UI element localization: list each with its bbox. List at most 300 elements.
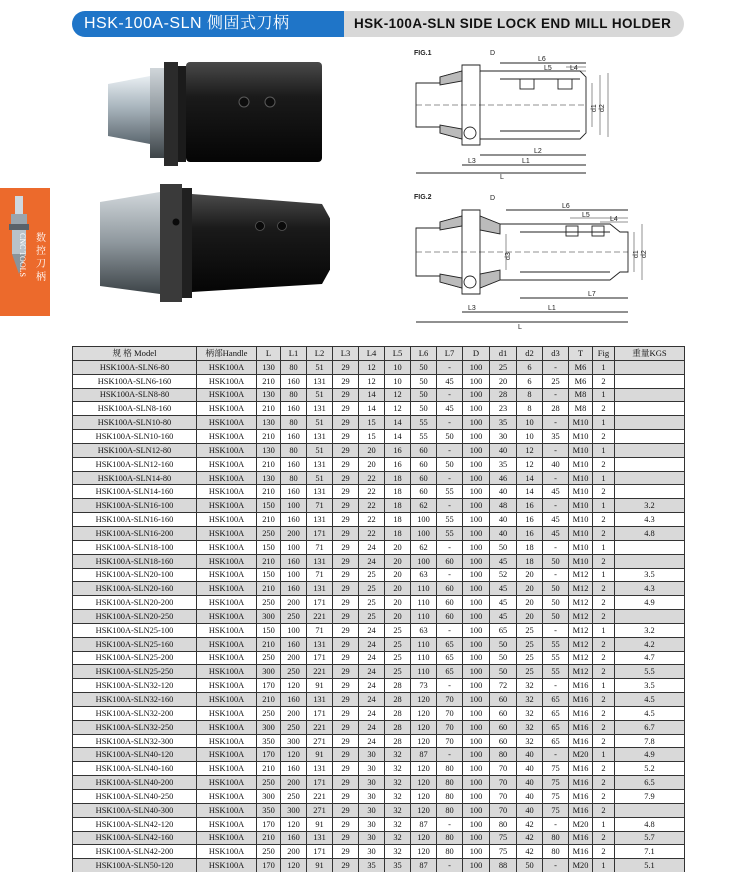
table-cell: 100 [463, 554, 490, 568]
table-cell: 110 [411, 651, 437, 665]
table-cell: 32 [517, 734, 543, 748]
column-header: L6 [411, 347, 437, 361]
svg-text:d3: d3 [505, 252, 512, 260]
table-cell: 29 [333, 610, 359, 624]
table-cell: 29 [333, 582, 359, 596]
table-cell: 3.2 [615, 499, 685, 513]
table-cell: 14 [359, 402, 385, 416]
table-cell: 5.2 [615, 762, 685, 776]
table-cell: 32 [385, 845, 411, 859]
table-cell: 100 [463, 748, 490, 762]
table-cell: 60 [437, 610, 463, 624]
table-cell: 91 [307, 817, 333, 831]
table-cell: 30 [359, 831, 385, 845]
table-cell: 35 [385, 859, 411, 872]
table-cell: 170 [257, 859, 281, 872]
table-cell: HSK100A [197, 485, 257, 499]
table-cell: 4.3 [615, 582, 685, 596]
table-cell: M12 [569, 637, 593, 651]
table-cell: - [543, 416, 569, 430]
table-cell: 120 [411, 762, 437, 776]
table-cell: 200 [281, 651, 307, 665]
table-cell: M12 [569, 596, 593, 610]
table-cell: 2 [593, 457, 615, 471]
table-cell: 20 [517, 610, 543, 624]
table-cell: HSK100A-SLN10-80 [73, 416, 197, 430]
table-cell: 300 [257, 720, 281, 734]
table-row [73, 499, 685, 513]
table-cell: 60 [437, 596, 463, 610]
table-cell: 221 [307, 665, 333, 679]
table-cell: 12 [517, 443, 543, 457]
table-cell: 6.5 [615, 776, 685, 790]
table-cell: 29 [333, 762, 359, 776]
table-cell: 100 [463, 582, 490, 596]
table-header-row [73, 347, 685, 361]
svg-text:d2: d2 [641, 250, 648, 258]
table-cell: 25 [490, 360, 517, 374]
table-row [73, 776, 685, 790]
table-cell: M20 [569, 859, 593, 872]
table-cell: 100 [281, 568, 307, 582]
table-cell: HSK100A [197, 596, 257, 610]
table-cell: 60 [411, 485, 437, 499]
table-cell: 160 [281, 693, 307, 707]
table-cell: 80 [437, 762, 463, 776]
table-cell: 12 [359, 374, 385, 388]
table-cell: 29 [333, 596, 359, 610]
table-cell: 80 [281, 388, 307, 402]
table-cell: HSK100A [197, 762, 257, 776]
table-cell: 75 [490, 845, 517, 859]
table-body [73, 360, 685, 872]
table-cell: 271 [307, 734, 333, 748]
table-cell: 50 [490, 651, 517, 665]
table-cell: 271 [307, 803, 333, 817]
table-cell: HSK100A-SLN25-200 [73, 651, 197, 665]
table-cell: 63 [411, 623, 437, 637]
table-cell: 87 [411, 817, 437, 831]
spec-table [72, 346, 685, 872]
table-row [73, 526, 685, 540]
table-cell: 24 [359, 734, 385, 748]
table-cell: HSK100A-SLN40-160 [73, 762, 197, 776]
table-cell: 25 [359, 610, 385, 624]
table-cell: 70 [437, 720, 463, 734]
table-cell: 50 [411, 360, 437, 374]
table-cell: 29 [333, 720, 359, 734]
table-cell: 160 [281, 554, 307, 568]
table-cell: 4.3 [615, 513, 685, 527]
table-cell: 60 [437, 582, 463, 596]
table-cell: 120 [411, 776, 437, 790]
table-cell: 55 [411, 430, 437, 444]
table-cell: 150 [257, 623, 281, 637]
table-cell: 30 [359, 845, 385, 859]
table-cell: M10 [569, 526, 593, 540]
table-cell: - [437, 859, 463, 872]
fig2-label: FIG.2 [414, 194, 432, 201]
table-cell: 22 [359, 526, 385, 540]
table-cell: 29 [333, 485, 359, 499]
table-cell: 150 [257, 568, 281, 582]
table-cell: 91 [307, 859, 333, 872]
table-cell: 65 [543, 706, 569, 720]
table-cell: 50 [411, 374, 437, 388]
table-cell: 100 [463, 679, 490, 693]
table-cell: 35 [490, 457, 517, 471]
table-cell: 20 [385, 596, 411, 610]
table-cell: 2 [593, 706, 615, 720]
table-row [73, 540, 685, 554]
table-cell: 45 [490, 582, 517, 596]
table-cell: 131 [307, 554, 333, 568]
table-cell: 30 [359, 776, 385, 790]
table-cell: 1 [593, 540, 615, 554]
table-cell: 120 [411, 693, 437, 707]
table-cell: 2 [593, 485, 615, 499]
table-cell: 22 [359, 471, 385, 485]
table-cell: M16 [569, 790, 593, 804]
table-cell: 29 [333, 831, 359, 845]
table-cell: 65 [437, 665, 463, 679]
table-cell: HSK100A-SLN18-100 [73, 540, 197, 554]
table-cell: 100 [463, 374, 490, 388]
table-cell [615, 485, 685, 499]
table-cell: 29 [333, 706, 359, 720]
table-cell: 200 [281, 845, 307, 859]
table-cell: 110 [411, 582, 437, 596]
table-cell: 75 [543, 790, 569, 804]
table-cell: HSK100A-SLN18-160 [73, 554, 197, 568]
table-cell: 18 [517, 554, 543, 568]
table-cell: 29 [333, 457, 359, 471]
side-tab-en: CNC TOOLS [18, 233, 27, 277]
table-cell: 65 [543, 720, 569, 734]
table-cell: 87 [411, 859, 437, 872]
table-cell: HSK100A-SLN32-160 [73, 693, 197, 707]
table-cell: M20 [569, 817, 593, 831]
table-cell: 29 [333, 416, 359, 430]
table-cell: 100 [463, 637, 490, 651]
table-cell: M12 [569, 665, 593, 679]
table-cell: HSK100A [197, 430, 257, 444]
table-cell: 2 [593, 790, 615, 804]
table-cell [615, 388, 685, 402]
table-cell: 40 [543, 457, 569, 471]
table-cell: - [543, 623, 569, 637]
table-cell: 131 [307, 513, 333, 527]
table-cell: 55 [437, 485, 463, 499]
table-cell: 29 [333, 651, 359, 665]
table-row [73, 513, 685, 527]
table-cell: M8 [569, 388, 593, 402]
table-cell: M8 [569, 402, 593, 416]
table-cell: 29 [333, 748, 359, 762]
table-cell: 10 [517, 416, 543, 430]
table-cell: HSK100A-SLN8-80 [73, 388, 197, 402]
table-row [73, 568, 685, 582]
table-row [73, 679, 685, 693]
table-cell: 50 [437, 457, 463, 471]
table-cell: HSK100A-SLN20-200 [73, 596, 197, 610]
table-cell: HSK100A [197, 540, 257, 554]
table-cell: 29 [333, 471, 359, 485]
table-cell: 45 [543, 526, 569, 540]
table-cell: 4.9 [615, 596, 685, 610]
table-cell: 160 [281, 457, 307, 471]
table-cell: HSK100A [197, 665, 257, 679]
table-cell: 30 [359, 748, 385, 762]
table-cell: 28 [385, 720, 411, 734]
table-cell: HSK100A-SLN14-160 [73, 485, 197, 499]
table-cell: 4.5 [615, 693, 685, 707]
table-cell: - [437, 416, 463, 430]
table-row [73, 374, 685, 388]
table-cell: HSK100A-SLN32-120 [73, 679, 197, 693]
table-cell: 24 [359, 637, 385, 651]
table-cell: 75 [543, 762, 569, 776]
table-cell: 29 [333, 693, 359, 707]
svg-text:L4: L4 [610, 216, 618, 223]
table-cell: 80 [437, 845, 463, 859]
table-cell: 50 [490, 540, 517, 554]
table-row [73, 859, 685, 872]
table-cell: 40 [490, 485, 517, 499]
table-cell: 50 [490, 637, 517, 651]
table-cell: 12 [385, 388, 411, 402]
table-cell: - [437, 748, 463, 762]
table-cell: 20 [385, 582, 411, 596]
table-cell: 2 [593, 693, 615, 707]
table-cell: 120 [411, 831, 437, 845]
table-cell: 32 [517, 706, 543, 720]
table-cell: - [543, 568, 569, 582]
table-cell: - [437, 623, 463, 637]
svg-text:D: D [490, 195, 496, 202]
table-cell: HSK100A [197, 416, 257, 430]
table-cell: HSK100A [197, 623, 257, 637]
table-cell: 80 [281, 416, 307, 430]
table-cell: 10 [385, 374, 411, 388]
table-cell: M10 [569, 471, 593, 485]
table-cell: 70 [490, 762, 517, 776]
table-cell: 80 [437, 803, 463, 817]
table-cell: 51 [307, 471, 333, 485]
table-cell: HSK100A-SLN42-120 [73, 817, 197, 831]
table-cell: 1 [593, 679, 615, 693]
table-cell: 100 [463, 430, 490, 444]
table-cell: 100 [281, 499, 307, 513]
table-cell: 131 [307, 402, 333, 416]
table-cell: 2 [593, 526, 615, 540]
table-cell: 5.1 [615, 859, 685, 872]
table-cell: 210 [257, 637, 281, 651]
table-cell: 1 [593, 817, 615, 831]
table-cell: 29 [333, 817, 359, 831]
table-cell: 2 [593, 845, 615, 859]
table-cell: 100 [463, 526, 490, 540]
table-cell: 110 [411, 665, 437, 679]
table-cell: 250 [257, 526, 281, 540]
table-cell: 29 [333, 665, 359, 679]
table-cell: HSK100A [197, 471, 257, 485]
table-cell: - [543, 388, 569, 402]
table-cell: 55 [543, 637, 569, 651]
product-photo-2 [100, 184, 330, 302]
table-cell: 46 [490, 471, 517, 485]
table-cell: 160 [281, 485, 307, 499]
table-cell: 3.5 [615, 679, 685, 693]
table-cell [615, 443, 685, 457]
table-cell: 18 [385, 471, 411, 485]
table-cell: 200 [281, 596, 307, 610]
table-cell: M12 [569, 651, 593, 665]
table-cell: 50 [411, 388, 437, 402]
table-cell: 20 [385, 554, 411, 568]
table-cell: 50 [517, 859, 543, 872]
table-cell: 210 [257, 582, 281, 596]
table-cell: 18 [517, 540, 543, 554]
table-cell: 2 [593, 831, 615, 845]
table-cell: 80 [281, 443, 307, 457]
table-cell: 2 [593, 374, 615, 388]
table-cell: 28 [385, 693, 411, 707]
table-cell: 100 [463, 471, 490, 485]
table-cell: 2 [593, 430, 615, 444]
table-cell: 1 [593, 748, 615, 762]
table-cell: HSK100A [197, 360, 257, 374]
table-cell: HSK100A [197, 526, 257, 540]
table-cell [615, 416, 685, 430]
table-cell: 120 [281, 679, 307, 693]
table-cell: HSK100A-SLN32-200 [73, 706, 197, 720]
table-cell [615, 360, 685, 374]
table-cell: HSK100A-SLN12-80 [73, 443, 197, 457]
table-cell: 131 [307, 430, 333, 444]
table-cell: HSK100A [197, 374, 257, 388]
table-cell: 24 [359, 623, 385, 637]
table-cell: HSK100A [197, 817, 257, 831]
table-cell: 171 [307, 706, 333, 720]
table-cell: - [437, 360, 463, 374]
svg-text:d1: d1 [591, 104, 598, 112]
table-cell: 50 [411, 402, 437, 416]
table-cell: 150 [257, 540, 281, 554]
table-cell: 120 [281, 859, 307, 872]
table-cell: 24 [359, 693, 385, 707]
table-cell: 200 [281, 706, 307, 720]
table-cell: 80 [490, 748, 517, 762]
table-cell: HSK100A [197, 637, 257, 651]
table-cell: 50 [437, 430, 463, 444]
table-cell: - [437, 568, 463, 582]
table-row [73, 693, 685, 707]
svg-text:L2: L2 [534, 148, 542, 155]
table-cell: HSK100A-SLN40-120 [73, 748, 197, 762]
table-cell: 131 [307, 693, 333, 707]
table-cell: 25 [517, 651, 543, 665]
table-cell: 29 [333, 388, 359, 402]
page-subtitle: HSK-100A-SLN SIDE LOCK END MILL HOLDER [344, 11, 684, 37]
table-row [73, 734, 685, 748]
table-cell: - [437, 443, 463, 457]
table-cell: 29 [333, 623, 359, 637]
table-cell: 24 [359, 679, 385, 693]
table-row [73, 485, 685, 499]
svg-text:L6: L6 [562, 203, 570, 210]
table-cell: 170 [257, 748, 281, 762]
svg-text:d1: d1 [633, 250, 640, 258]
table-cell: 80 [281, 471, 307, 485]
table-cell: M10 [569, 554, 593, 568]
table-cell: 42 [517, 845, 543, 859]
table-cell: HSK100A-SLN40-300 [73, 803, 197, 817]
table-cell: 32 [517, 720, 543, 734]
table-cell: 51 [307, 443, 333, 457]
table-cell: 24 [359, 720, 385, 734]
column-header: L [257, 347, 281, 361]
table-cell: 1 [593, 360, 615, 374]
table-cell: 100 [463, 416, 490, 430]
table-cell: 1 [593, 443, 615, 457]
table-cell: 110 [411, 637, 437, 651]
table-cell: 51 [307, 416, 333, 430]
column-header: 柄部Handle [197, 347, 257, 361]
table-row [73, 720, 685, 734]
table-cell: HSK100A-SLN20-250 [73, 610, 197, 624]
table-cell: 7.8 [615, 734, 685, 748]
svg-text:L7: L7 [588, 291, 596, 298]
table-cell [615, 803, 685, 817]
table-cell: 120 [281, 748, 307, 762]
table-cell: 4.2 [615, 637, 685, 651]
table-cell: M16 [569, 776, 593, 790]
table-cell: 32 [385, 831, 411, 845]
table-cell: 24 [359, 651, 385, 665]
table-cell: 130 [257, 471, 281, 485]
table-row [73, 817, 685, 831]
table-cell: - [543, 443, 569, 457]
table-cell: 45 [543, 513, 569, 527]
table-cell: HSK100A-SLN8-160 [73, 402, 197, 416]
table-cell: 171 [307, 776, 333, 790]
table-cell: 210 [257, 402, 281, 416]
table-cell: 29 [333, 360, 359, 374]
table-row [73, 416, 685, 430]
table-cell: 100 [463, 610, 490, 624]
table-cell: HSK100A-SLN16-200 [73, 526, 197, 540]
column-header: d3 [543, 347, 569, 361]
table-cell: 160 [281, 513, 307, 527]
table-cell: 130 [257, 416, 281, 430]
table-cell: 35 [490, 416, 517, 430]
table-cell: 250 [281, 720, 307, 734]
table-cell: 120 [411, 706, 437, 720]
table-cell: 29 [333, 679, 359, 693]
table-cell: 22 [359, 485, 385, 499]
table-cell: 29 [333, 540, 359, 554]
table-cell [615, 471, 685, 485]
table-cell: - [437, 388, 463, 402]
table-cell: 200 [281, 776, 307, 790]
table-cell: 20 [359, 457, 385, 471]
table-cell: 3.2 [615, 623, 685, 637]
table-cell: 250 [257, 776, 281, 790]
table-cell: 65 [543, 734, 569, 748]
table-cell: 18 [385, 526, 411, 540]
table-cell: 60 [490, 706, 517, 720]
